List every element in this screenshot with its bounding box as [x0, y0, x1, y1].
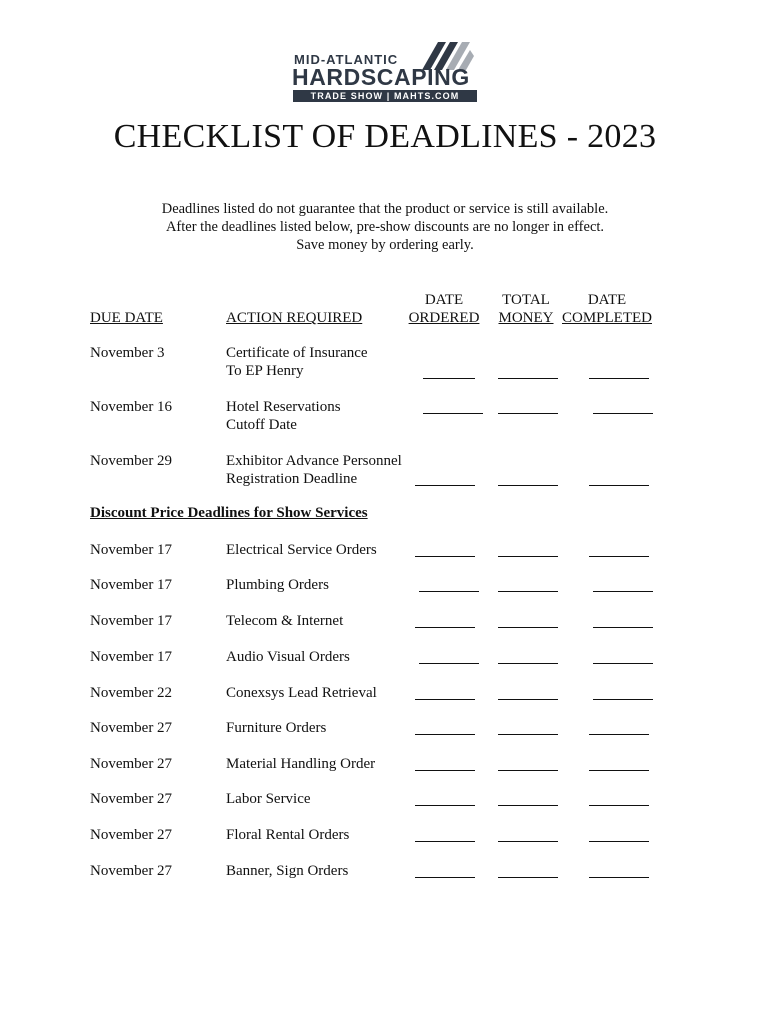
header-action-required: ACTION REQUIRED	[226, 310, 363, 326]
row-action: Conexsys Lead Retrieval	[226, 685, 377, 701]
date-completed-field[interactable]	[589, 556, 649, 557]
row-action: Banner, Sign Orders	[226, 863, 349, 879]
logo-line-1: MID-ATLANTIC	[294, 52, 399, 67]
row-action-line-2: Cutoff Date	[226, 417, 297, 433]
row-date: November 3	[90, 345, 165, 361]
row-date: November 17	[90, 577, 173, 593]
row-date: November 27	[90, 791, 173, 807]
total-money-field[interactable]	[498, 877, 558, 878]
date-ordered-field[interactable]	[423, 413, 483, 414]
row-date: November 27	[90, 827, 173, 843]
logo	[292, 38, 480, 104]
section-title: Discount Price Deadlines for Show Services	[90, 505, 368, 521]
row-date: November 27	[90, 863, 173, 879]
row-date: November 17	[90, 613, 173, 629]
date-ordered-field[interactable]	[415, 877, 475, 878]
date-ordered-field[interactable]	[415, 556, 475, 557]
row-action: Hotel Reservations	[226, 399, 341, 415]
row-action: Plumbing Orders	[226, 577, 329, 593]
row-date: November 27	[90, 720, 173, 736]
logo-line-3: TRADE SHOW | MAHTS.COM	[293, 90, 477, 102]
row-action: Telecom & Internet	[226, 613, 344, 629]
date-completed-field[interactable]	[589, 805, 649, 806]
total-money-field[interactable]	[498, 663, 558, 664]
header-date-ordered-line-1: DATE	[424, 292, 464, 308]
date-completed-field[interactable]	[589, 378, 649, 379]
logo-line-2: HARDSCAPING	[292, 64, 470, 90]
note-line-3: Save money by ordering early.	[296, 237, 474, 253]
date-completed-field[interactable]	[589, 877, 649, 878]
row-action: Labor Service	[226, 791, 311, 807]
row-date: November 22	[90, 685, 173, 701]
total-money-field[interactable]	[498, 627, 558, 628]
row-date: November 17	[90, 542, 173, 558]
total-money-field[interactable]	[498, 413, 558, 414]
row-action: Material Handling Order	[226, 756, 376, 772]
row-date: November 16	[90, 399, 173, 415]
date-ordered-field[interactable]	[419, 591, 479, 592]
row-action: Certificate of Insurance	[226, 345, 368, 361]
date-ordered-field[interactable]	[415, 805, 475, 806]
date-ordered-field[interactable]	[415, 770, 475, 771]
total-money-field[interactable]	[498, 699, 558, 700]
date-completed-field[interactable]	[589, 485, 649, 486]
total-money-field[interactable]	[498, 591, 558, 592]
date-completed-field[interactable]	[593, 413, 653, 414]
header-date-completed-line-1: DATE	[587, 292, 627, 308]
date-ordered-field[interactable]	[415, 841, 475, 842]
page-title: CHECKLIST OF DEADLINES - 2023	[113, 118, 657, 155]
header-total-money	[497, 291, 555, 327]
header-date-completed-line-2: COMPLETED	[562, 310, 652, 326]
date-ordered-field[interactable]	[419, 663, 479, 664]
total-money-field[interactable]	[498, 556, 558, 557]
date-ordered-field[interactable]	[415, 485, 475, 486]
header-due-date: DUE DATE	[90, 310, 163, 326]
date-ordered-field[interactable]	[415, 699, 475, 700]
header-date-ordered	[407, 291, 481, 327]
header-total-money-line-2: MONEY	[498, 310, 554, 326]
total-money-field[interactable]	[498, 485, 558, 486]
total-money-field[interactable]	[498, 805, 558, 806]
row-date: November 29	[90, 453, 173, 469]
date-completed-field[interactable]	[593, 591, 653, 592]
date-completed-field[interactable]	[593, 627, 653, 628]
row-date: November 27	[90, 756, 173, 772]
row-action: Floral Rental Orders	[226, 827, 350, 843]
date-completed-field[interactable]	[593, 663, 653, 664]
date-ordered-field[interactable]	[415, 627, 475, 628]
date-ordered-field[interactable]	[423, 378, 475, 379]
row-action-line-2: To EP Henry	[226, 363, 304, 379]
total-money-field[interactable]	[498, 770, 558, 771]
total-money-field[interactable]	[498, 841, 558, 842]
row-action: Furniture Orders	[226, 720, 327, 736]
date-completed-field[interactable]	[589, 734, 649, 735]
header-date-ordered-line-2: ORDERED	[408, 310, 480, 326]
header-total-money-line-1: TOTAL	[502, 292, 550, 308]
note-line-1: Deadlines listed do not guarantee that the product or service is still available.	[161, 201, 609, 217]
date-completed-field[interactable]	[589, 841, 649, 842]
date-completed-field[interactable]	[593, 699, 653, 700]
row-action-line-2: Registration Deadline	[226, 471, 358, 487]
row-action: Electrical Service Orders	[226, 542, 377, 558]
total-money-field[interactable]	[498, 378, 558, 379]
row-date: November 17	[90, 649, 173, 665]
date-completed-field[interactable]	[589, 770, 649, 771]
header-date-completed	[560, 291, 654, 327]
note-line-2: After the deadlines listed below, pre-show discounts are no longer in effect.	[165, 219, 605, 235]
row-action: Audio Visual Orders	[226, 649, 350, 665]
total-money-field[interactable]	[498, 734, 558, 735]
date-ordered-field[interactable]	[415, 734, 475, 735]
row-action: Exhibitor Advance Personnel	[226, 453, 402, 469]
